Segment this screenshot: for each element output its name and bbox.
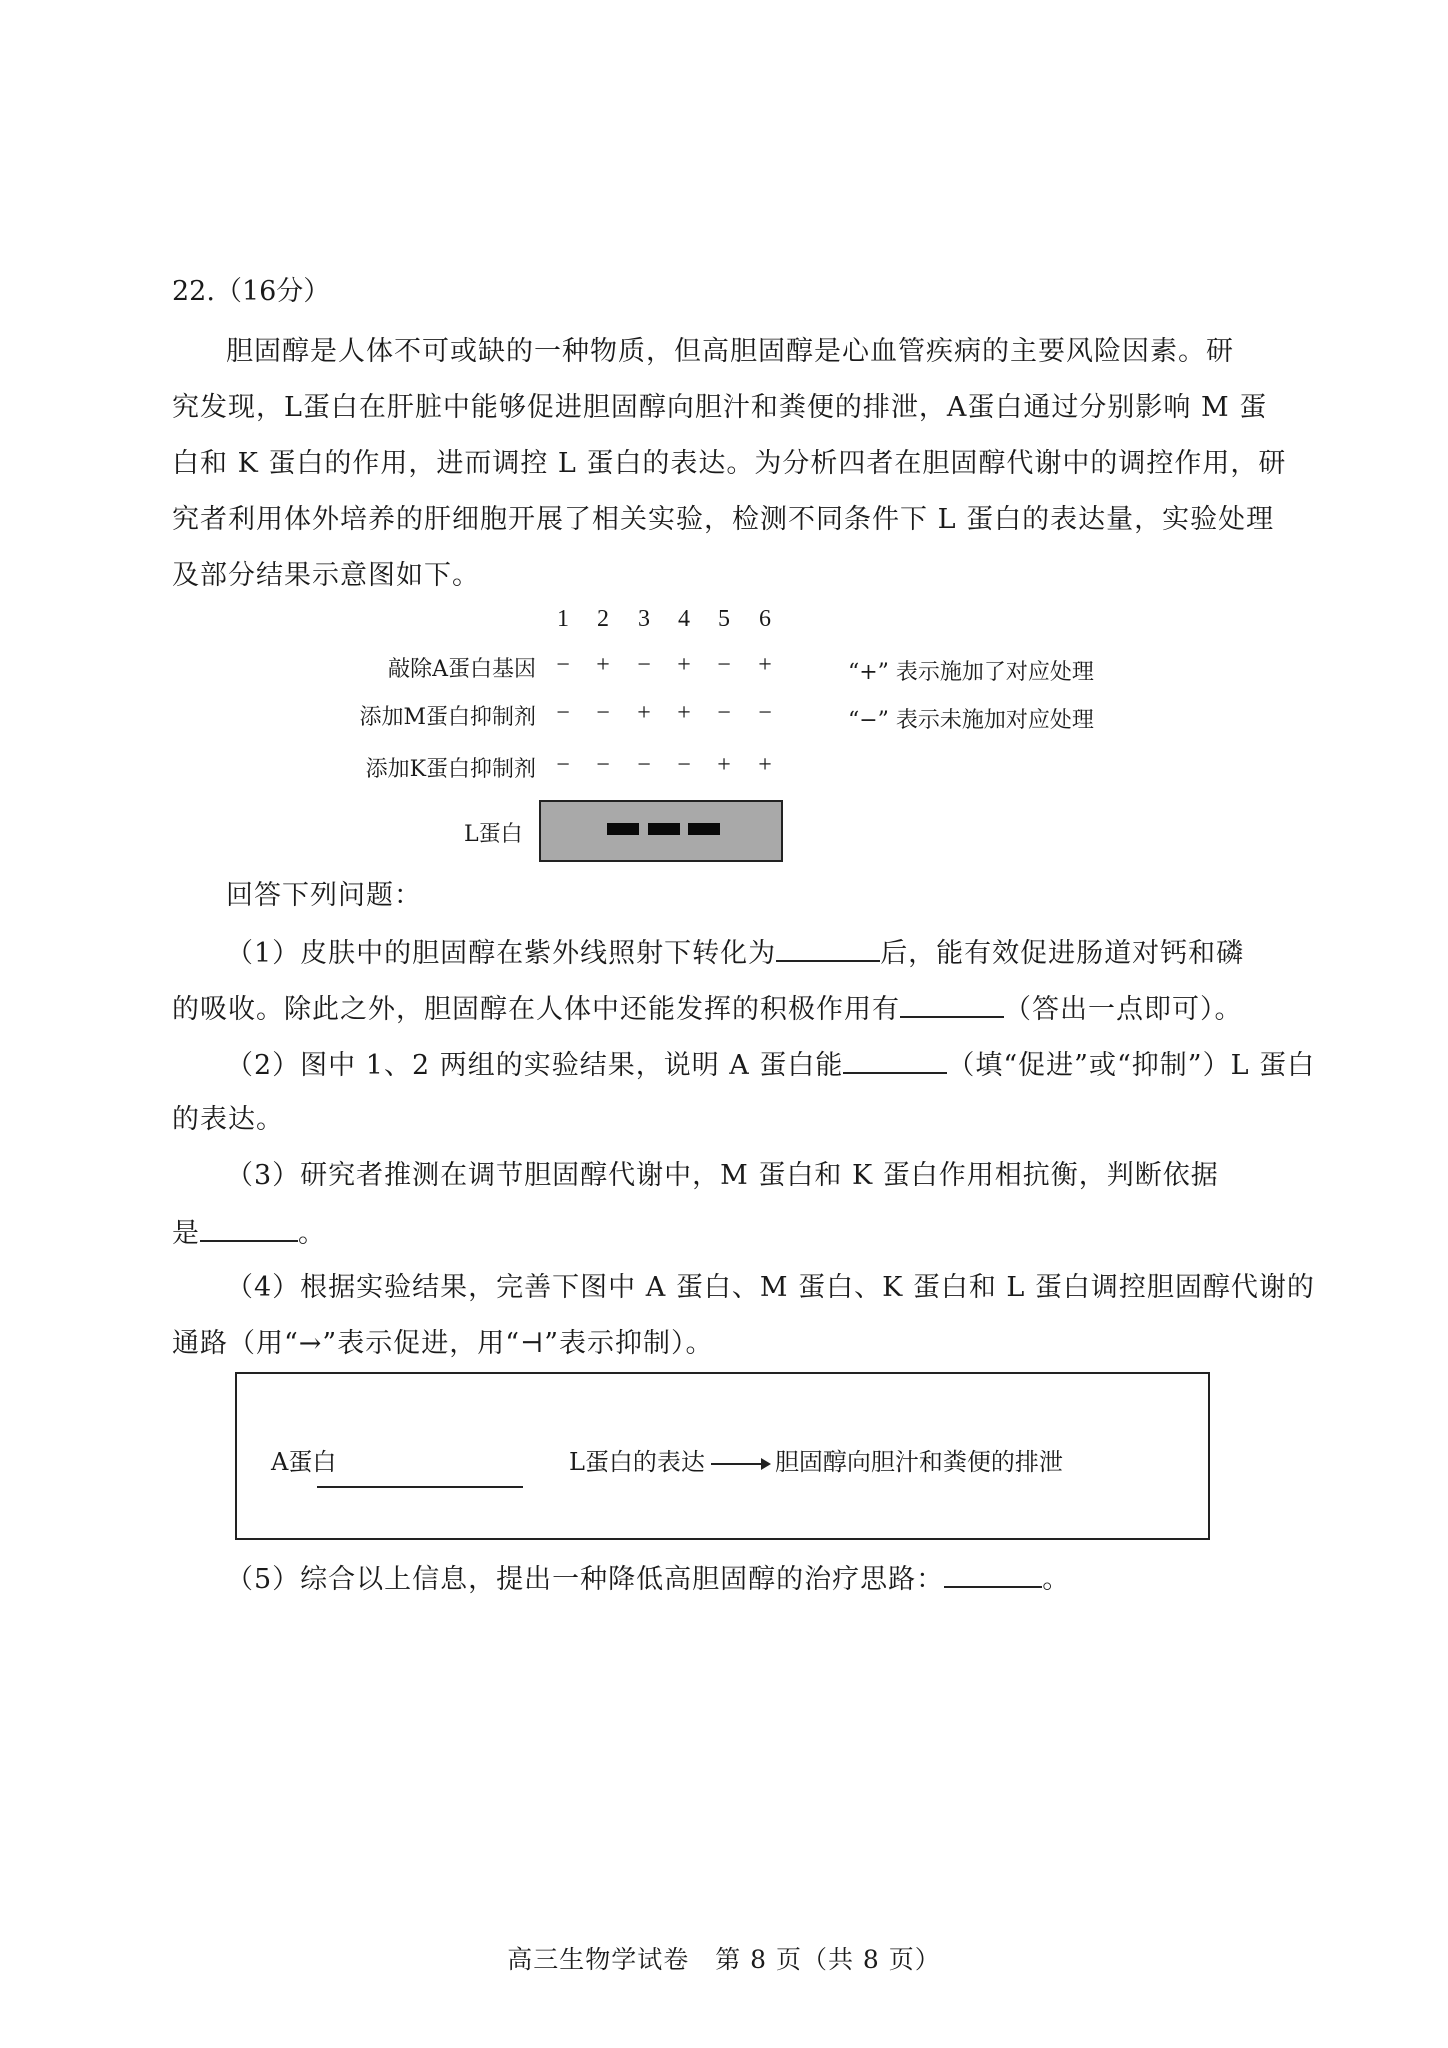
answer-prompt: 回答下列问题： [226, 880, 422, 911]
intro-line-4: 究者利用体外培养的肝细胞开展了相关实验，检测不同条件下 L 蛋白的表达量，实验处理 [172, 504, 1275, 535]
q1-blank-1[interactable] [776, 936, 880, 962]
q3-line-2 [172, 1216, 326, 1250]
intro-line-5: 及部分结果示意图如下。 [172, 560, 480, 591]
q1-blank-2[interactable] [900, 992, 1004, 1018]
treatment-mark: − [556, 652, 570, 678]
gel-label: L蛋白 [464, 822, 523, 847]
q1-line-2 [172, 992, 1243, 1026]
gel-blot [539, 800, 783, 862]
q3-line-1: （3）研究者推测在调节胆固醇代谢中，M 蛋白和 K 蛋白作用相抗衡，判断依据 [226, 1160, 1219, 1191]
q3-text-c: 。 [298, 1218, 326, 1249]
q3-text-b: 是 [172, 1218, 200, 1249]
treatment-mark: − [717, 700, 731, 726]
treatment-mark: + [758, 652, 772, 678]
q2-blank[interactable] [843, 1048, 947, 1074]
gel-band-lane-4 [688, 823, 720, 835]
treatment-mark: − [556, 752, 570, 778]
treatment-mark: + [596, 652, 610, 678]
q2-text-b: （填“促进”或“抑制”）L 蛋白 [947, 1050, 1316, 1081]
treatment-mark: − [637, 652, 651, 678]
treatment-mark: + [677, 700, 691, 726]
row-label-k-inhibitor: 添加K蛋白抑制剂 [365, 757, 536, 782]
treatment-mark: − [677, 752, 691, 778]
q1-line-1 [226, 936, 1244, 970]
q4-line-1: （4）根据实验结果，完善下图中 A 蛋白、M 蛋白、K 蛋白和 L 蛋白调控胆固醇代谢的 [226, 1272, 1315, 1303]
q5-blank[interactable] [944, 1562, 1042, 1588]
page-footer: 高三生物学试卷 第 8 页（共 8 页） [507, 1945, 941, 1974]
promote-arrow-icon [711, 1463, 769, 1465]
lane-number: 5 [718, 606, 730, 632]
row-label-m-inhibitor: 添加M蛋白抑制剂 [359, 705, 536, 730]
treatment-mark: + [677, 652, 691, 678]
treatment-mark: − [717, 652, 731, 678]
q5-text-b: 。 [1042, 1564, 1071, 1595]
pathway-answer-blank[interactable] [317, 1486, 523, 1488]
legend-minus: “−” 表示未施加对应处理 [848, 708, 1094, 733]
pathway-diagram [235, 1372, 1210, 1540]
treatment-mark: − [596, 752, 610, 778]
treatment-mark: + [717, 752, 731, 778]
gel-band-lane-2 [607, 823, 639, 835]
question-number: 22.（16分） [172, 276, 331, 307]
q2-line-2: 的表达。 [172, 1104, 284, 1135]
q5-text-a: （5）综合以上信息，提出一种降低高胆固醇的治疗思路： [226, 1564, 945, 1595]
intro-line-1: 胆固醇是人体不可或缺的一种物质，但高胆固醇是心血管疾病的主要风险因素。研 [226, 336, 1234, 367]
q1-text-d: （答出一点即可）。 [1004, 994, 1243, 1025]
q3-blank[interactable] [200, 1216, 298, 1242]
lane-number: 3 [638, 606, 650, 632]
treatment-mark: + [758, 752, 772, 778]
pathway-flow [569, 1442, 1063, 1477]
treatment-mark: − [637, 752, 651, 778]
q4-line-2: 通路（用“→”表示促进，用“⊣”表示抑制）。 [172, 1328, 714, 1359]
pathway-a-protein: A蛋白 [271, 1448, 337, 1476]
lane-number: 1 [557, 606, 569, 632]
pathway-excretion: 胆固醇向胆汁和粪便的排泄 [774, 1448, 1063, 1476]
intro-line-2: 究发现，L蛋白在肝脏中能够促进胆固醇向胆汁和粪便的排泄，A蛋白通过分别影响 M 蛋 [172, 392, 1268, 423]
treatment-mark: + [637, 700, 651, 726]
q2-text-a: （2）图中 1、2 两组的实验结果，说明 A 蛋白能 [226, 1050, 844, 1081]
q1-text-c: 的吸收。除此之外，胆固醇在人体中还能发挥的积极作用有 [172, 994, 900, 1025]
q2-line-1 [226, 1048, 1315, 1082]
q1-text-a: （1）皮肤中的胆固醇在紫外线照射下转化为 [226, 938, 777, 969]
treatment-mark: − [556, 700, 570, 726]
gel-band-lane-3 [648, 823, 680, 835]
treatment-mark: − [596, 700, 610, 726]
treatment-mark: − [758, 700, 772, 726]
lane-number: 4 [678, 606, 690, 632]
row-label-knockout-a: 敲除A蛋白基因 [388, 657, 536, 682]
legend-plus: “+” 表示施加了对应处理 [848, 660, 1094, 685]
lane-number: 6 [759, 606, 771, 632]
lane-number: 2 [597, 606, 609, 632]
q1-text-b: 后，能有效促进肠道对钙和磷 [880, 938, 1245, 969]
intro-line-3: 白和 K 蛋白的作用，进而调控 L 蛋白的表达。为分析四者在胆固醇代谢中的调控作用，研 [172, 448, 1287, 479]
q5-line [226, 1562, 1070, 1596]
pathway-l-expression: L蛋白的表达 [569, 1448, 705, 1476]
